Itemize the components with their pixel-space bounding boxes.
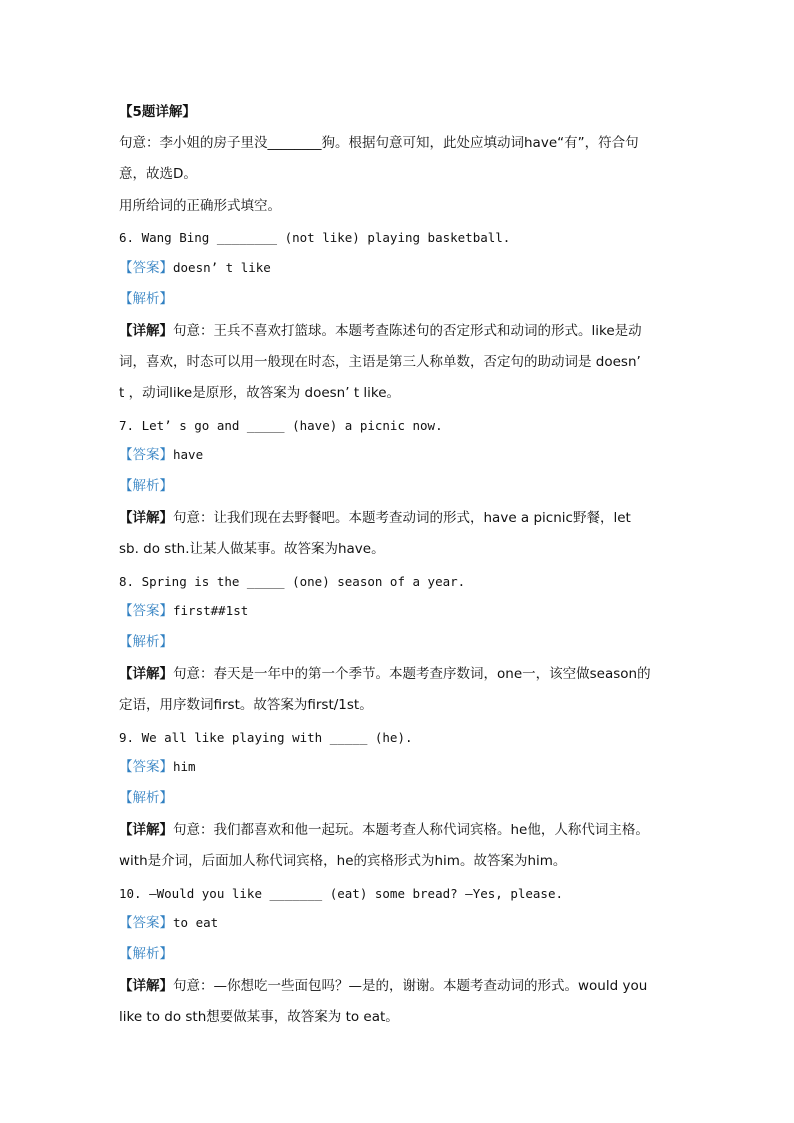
answer-tag: 【答案】	[119, 759, 173, 775]
analysis-6-tag: 【解析】	[119, 291, 173, 307]
answer-tag: 【答案】	[119, 260, 173, 276]
answer-value: have	[173, 447, 204, 462]
detail-9-line-1: 【详解】句意：我们都喜欢和他一起玩。本题考查人称代词宾格。he他，人称代词主格。	[119, 822, 649, 838]
detail-8-line-2: 定语，用序数词first。故答案为first/1st。	[119, 697, 373, 713]
answer-10	[119, 914, 218, 932]
answer-value: him	[173, 759, 196, 774]
section-5-line-1: 句意：李小姐的房子里没________狗。根据句意可知，此处应填动词have“有”，符合句	[119, 135, 639, 151]
analysis-7-tag: 【解析】	[119, 478, 173, 494]
analysis-8-tag: 【解析】	[119, 634, 173, 650]
detail-7-line-1: 【详解】句意：让我们现在去野餐吧。本题考查动词的形式，have a picnic野餐，let	[119, 510, 631, 526]
detail-10-line-1: 【详解】句意：—你想吃一些面包吗？—是的，谢谢。本题考查动词的形式。would you	[119, 978, 648, 994]
answer-7	[119, 446, 203, 464]
detail-tag: 【详解】	[119, 822, 173, 838]
question-8: 8. Spring is the _____ (one) season of a year.	[119, 574, 466, 589]
detail-9-line-2: with是介词，后面加人称代词宾格，he的宾格形式为him。故答案为him。	[119, 853, 567, 869]
answer-value: to eat	[173, 915, 219, 930]
answer-tag: 【答案】	[119, 603, 173, 619]
detail-10-line-2: like to do sth想要做某事，故答案为 to eat。	[119, 1009, 399, 1025]
section-5-line-2: 意，故选D。	[119, 166, 197, 182]
detail-6-line-3: t ，动词like是原形，故答案为 doesn’ t like。	[119, 385, 401, 401]
answer-value: doesn’ t like	[173, 260, 271, 275]
question-9: 9. We all like playing with _____ (he).	[119, 730, 413, 745]
detail-8-line-1: 【详解】句意：春天是一年中的第一个季节。本题考查序数词，one一，该空做season的	[119, 666, 651, 682]
instruction: 用所给词的正确形式填空。	[119, 198, 281, 214]
question-7: 7. Let’ s go and _____ (have) a picnic now.	[119, 418, 443, 433]
answer-tag: 【答案】	[119, 915, 173, 931]
answer-6	[119, 259, 271, 277]
answer-9	[119, 758, 196, 776]
answer-tag: 【答案】	[119, 447, 173, 463]
detail-6-line-1: 【详解】句意：王兵不喜欢打篮球。本题考查陈述句的否定形式和动词的形式。like是动	[119, 323, 642, 339]
question-6: 6. Wang Bing ________ (not like) playing basketball.	[119, 230, 511, 245]
detail-6-line-2: 词，喜欢，时态可以用一般现在时态，主语是第三人称单数，否定句的助动词是 doesn’	[119, 354, 641, 370]
analysis-9-tag: 【解析】	[119, 790, 173, 806]
answer-8	[119, 602, 248, 620]
question-10: 10. —Would you like _______ (eat) some bread? —Yes, please.	[119, 886, 564, 901]
detail-tag: 【详解】	[119, 323, 173, 339]
detail-tag: 【详解】	[119, 510, 173, 526]
section-5-heading: 【5题详解】	[119, 104, 196, 120]
analysis-10-tag: 【解析】	[119, 946, 173, 962]
detail-tag: 【详解】	[119, 978, 173, 994]
answer-value: first##1st	[173, 603, 249, 618]
detail-7-line-2: sb. do sth.让某人做某事。故答案为have。	[119, 541, 385, 557]
detail-tag: 【详解】	[119, 666, 173, 682]
